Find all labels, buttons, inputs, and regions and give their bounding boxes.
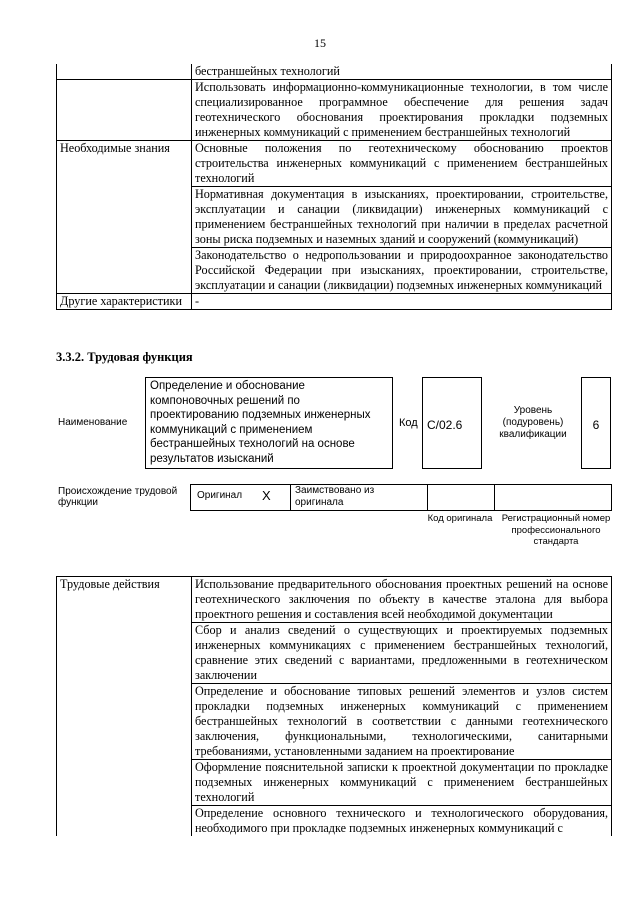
function-name-box: Определение и обоснование компоновочных решений по проектированию подземных инженерных коммуникаций с применением бестраншейных технологий на основе результатов изысканий [145, 377, 393, 469]
row-label [57, 187, 192, 248]
row-label [57, 64, 192, 80]
skills-knowledge-table [56, 64, 612, 310]
table-row [57, 806, 612, 837]
row-text: Использовать информационно-коммуникационные технологии, в том числе специализированное программное обеспечение для решения задач геотехнического обоснования проектирования прокладки подземных инженерных коммуникаций с применением бестраншейных технологий [192, 80, 612, 141]
level-label: Уровень (подуровень) квалификации [499, 405, 567, 440]
origin-label: Происхождение трудовой функции [58, 486, 178, 508]
table-row [57, 760, 612, 806]
level-value-box: 6 [581, 377, 611, 469]
row-text: - [192, 294, 612, 310]
row-text: Законодательство о недропользовании и природоохранное законодательство Российской Федерации при изысканиях, проектировании, строительстве, эксплуатации и санации (ликвидации) подземных инженерных коммуникаций [192, 248, 612, 294]
page-number: 15 [314, 36, 326, 50]
row-text: Использование предварительного обоснования проектных решений на основе геотехнического заключения по объекту в качестве эталона для выбора проектного решения и составления всей необходимой документации [192, 577, 612, 623]
row-label: Другие характеристики [57, 294, 192, 310]
row-label [57, 80, 192, 141]
name-label: Наименование [58, 417, 128, 428]
row-label: Необходимые знания [57, 141, 192, 187]
original-mark: X [262, 488, 271, 503]
row-text: Определение и обоснование типовых решений элементов и узлов систем прокладки подземных инженерных коммуникаций с применением бестраншейных технологий в соответствии с данными геотехнического заключения, функциональными, технологическими, санитарными требованиями, установленными заданием на проектирование [192, 684, 612, 760]
code-original-caption: Код оригинала [427, 513, 493, 524]
table-row [57, 248, 612, 294]
row-label [57, 684, 192, 760]
row-label [57, 806, 192, 837]
table-row [57, 64, 612, 80]
row-label [57, 623, 192, 684]
table-row [57, 577, 612, 623]
table-row [57, 80, 612, 141]
code-label: Код [399, 417, 418, 429]
row-text: Определение основного технического и технологического оборудования, необходимого при прокладке подземных инженерных коммуникаций с [192, 806, 612, 837]
table-row [57, 187, 612, 248]
labor-actions-table [56, 576, 612, 836]
divider [290, 484, 291, 511]
row-text: Основные положения по геотехническому обоснованию проектов строительства инженерных коммуникаций с применением бестраншейных технологий [192, 141, 612, 187]
section-title: 3.3.2. Трудовая функция [56, 350, 193, 364]
divider [427, 484, 428, 511]
row-label: Трудовые действия [57, 577, 192, 623]
row-label [57, 760, 192, 806]
row-text: Нормативная документация в изысканиях, проектировании, строительстве, эксплуатации и санации (ликвидации) инженерных коммуникаций с применением бестраншейных технологий при наличии в пределах расчетной зоны риска подземных и наземных зданий и сооружений (коммуникаций) [192, 187, 612, 248]
divider [494, 484, 495, 511]
reg-number-caption: Регистрационный номер профессионального стандарта [501, 513, 611, 547]
code-value-box: C/02.6 [422, 377, 482, 469]
original-label: Оригинал [197, 490, 243, 501]
row-text: беcтраншейных технологий [192, 64, 612, 80]
borrowed-label: Заимствовано из оригинала [295, 485, 375, 508]
table-row [57, 623, 612, 684]
table-row [57, 684, 612, 760]
row-label [57, 248, 192, 294]
row-text: Сбор и анализ сведений о существующих и проектируемых подземных инженерных коммуникациях с применением бестраншейных технологий, сравнение этих сведений с вариантами, предложенными в геотехническом заключении [192, 623, 612, 684]
table-row [57, 141, 612, 187]
table-row [57, 294, 612, 310]
row-text: Оформление пояснительной записки к проектной документации по прокладке подземных инженерных коммуникаций с применением бестраншейных технологий [192, 760, 612, 806]
